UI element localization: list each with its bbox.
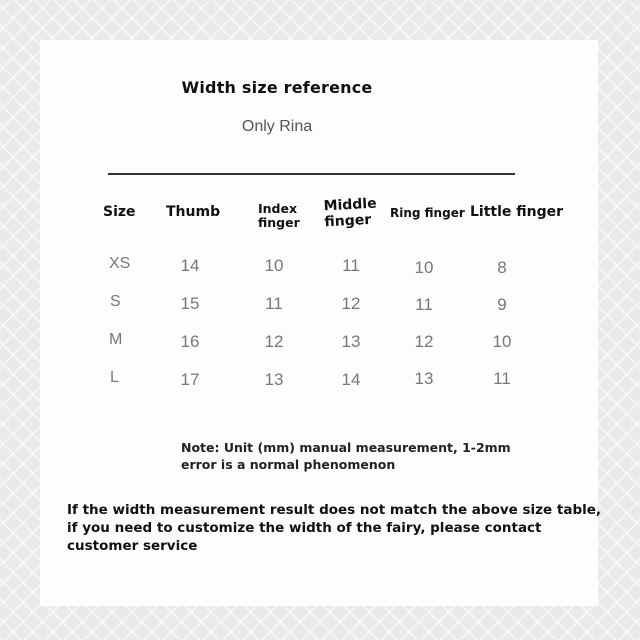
row-xs-size: XS (109, 255, 131, 272)
header-thumb: Thumb (166, 204, 221, 220)
header-size: Size (103, 204, 136, 220)
measurement-note: Note: Unit (mm) manual measurement, 1-2mm error is a normal phenomenon (181, 440, 511, 472)
row-m-little: 10 (492, 332, 512, 351)
row-xs-index: 10 (264, 256, 284, 275)
divider-line (108, 173, 515, 175)
row-l-size: L (110, 369, 119, 386)
row-l-thumb: 17 (180, 370, 200, 389)
header-index-finger: Index finger (258, 201, 300, 230)
row-s-ring: 11 (415, 295, 433, 314)
row-l-middle: 14 (341, 370, 361, 389)
row-s-thumb: 15 (180, 294, 200, 313)
row-xs-thumb: 14 (180, 256, 200, 275)
chart-title: Width size reference (181, 78, 373, 97)
row-xs-ring: 10 (414, 258, 434, 277)
header-middle-finger: Middle finger (323, 195, 378, 231)
row-s-middle: 12 (341, 294, 361, 313)
row-m-thumb: 16 (180, 332, 200, 351)
row-xs-little: 8 (497, 258, 507, 277)
header-ring-finger: Ring finger (390, 206, 465, 220)
row-s-index: 11 (265, 294, 283, 313)
row-l-little: 11 (493, 369, 511, 388)
row-m-size: M (109, 331, 123, 348)
header-little-finger: Little finger (470, 204, 564, 220)
brand-name: Only Rina (241, 118, 313, 135)
row-m-ring: 12 (414, 332, 434, 351)
row-m-middle: 13 (341, 332, 361, 351)
customization-notice: If the width measurement result does not match the above size table, if you need to customize the width of the fairy, please contact customer service (67, 502, 602, 554)
row-l-index: 13 (264, 370, 284, 389)
row-l-ring: 13 (414, 369, 434, 388)
row-s-little: 9 (497, 295, 507, 314)
row-xs-middle: 11 (342, 256, 360, 275)
row-m-index: 12 (264, 332, 284, 351)
row-s-size: S (110, 293, 121, 310)
